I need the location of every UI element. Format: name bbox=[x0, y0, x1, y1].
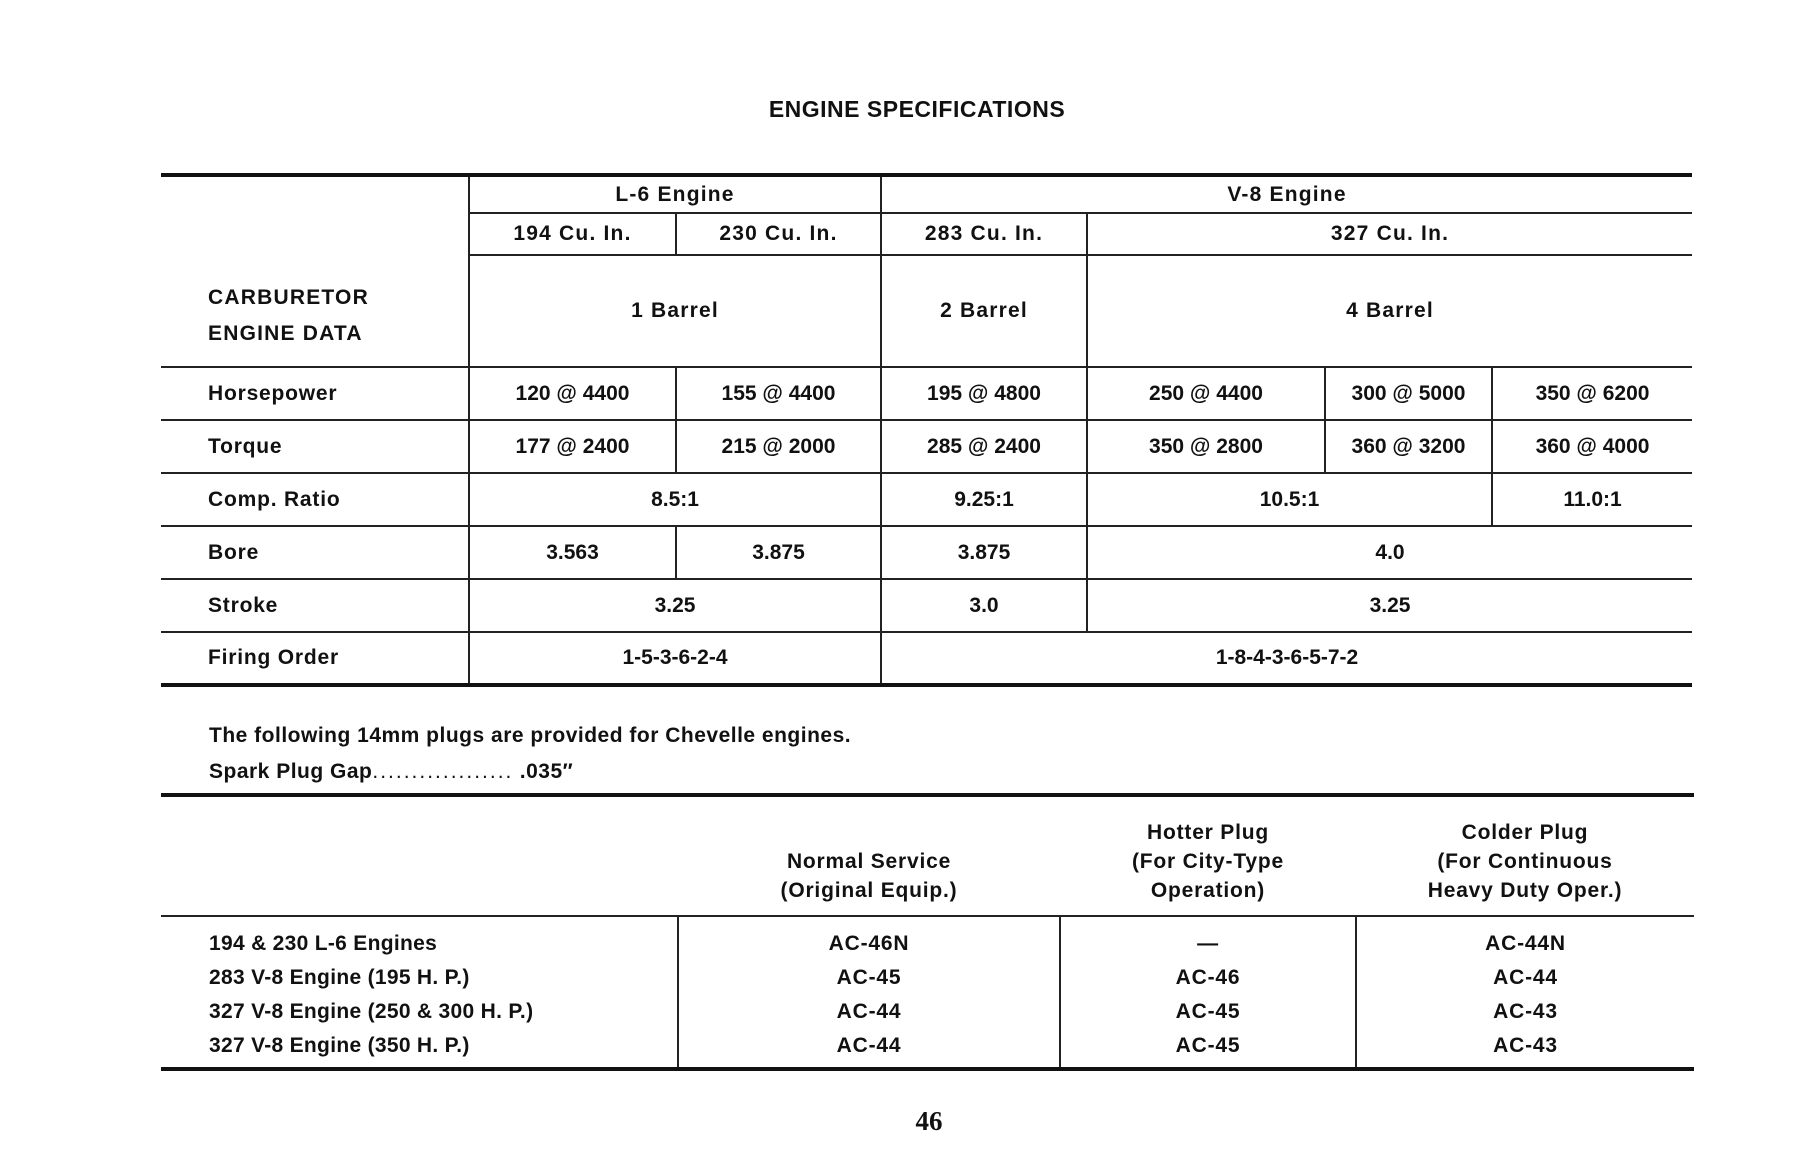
displacement-327: 327 Cu. In. bbox=[1087, 213, 1692, 255]
carb-2-barrel: 2 Barrel bbox=[881, 255, 1087, 367]
carb-4-barrel: 4 Barrel bbox=[1087, 255, 1692, 367]
header-line: Operation) bbox=[1150, 879, 1266, 902]
plug-value: AC-46 bbox=[1175, 966, 1241, 989]
engine-column bbox=[161, 916, 678, 1069]
plug-value: AC-44 bbox=[1493, 966, 1558, 989]
cell: 120 @ 4400 bbox=[469, 367, 676, 420]
plug-value: AC-46N bbox=[828, 932, 910, 955]
plug-value: — bbox=[1197, 932, 1219, 955]
row-label: Torque bbox=[161, 420, 469, 473]
cell: 350 @ 6200 bbox=[1492, 367, 1692, 420]
row-label: Firing Order bbox=[161, 632, 469, 685]
spark-plug-table bbox=[161, 793, 1694, 1071]
table-row bbox=[161, 473, 1692, 526]
cell: 4.0 bbox=[1087, 526, 1692, 579]
header-colder bbox=[1356, 795, 1694, 916]
header-normal bbox=[678, 795, 1060, 916]
cell: 8.5:1 bbox=[469, 473, 881, 526]
plug-value: AC-45 bbox=[1175, 1034, 1241, 1057]
row-label: Horsepower bbox=[161, 367, 469, 420]
gap-label: Spark Plug Gap bbox=[209, 760, 373, 783]
plug-value: AC-45 bbox=[1175, 1000, 1241, 1023]
engine-name: 327 V-8 Engine (350 H. P.) bbox=[209, 1034, 470, 1057]
carb-1-barrel: 1 Barrel bbox=[469, 255, 881, 367]
cell: 195 @ 4800 bbox=[881, 367, 1087, 420]
plug-note: The following 14mm plugs are provided for Chevelle engines. bbox=[209, 724, 852, 747]
header-line: (For City-Type bbox=[1132, 850, 1284, 873]
cell: 250 @ 4400 bbox=[1087, 367, 1325, 420]
row-label: Bore bbox=[161, 526, 469, 579]
header-line: Colder Plug bbox=[1461, 821, 1589, 844]
row-label: Comp. Ratio bbox=[161, 473, 469, 526]
cell: 3.25 bbox=[469, 579, 881, 632]
engine-specifications-table bbox=[161, 173, 1692, 687]
page-number: 46 bbox=[915, 1106, 943, 1136]
header-line: (Original Equip.) bbox=[780, 879, 958, 902]
row-header-line: ENGINE DATA bbox=[208, 322, 363, 345]
cell: 11.0:1 bbox=[1492, 473, 1692, 526]
cell: 10.5:1 bbox=[1087, 473, 1492, 526]
table-row bbox=[161, 632, 1692, 685]
displacement-283: 283 Cu. In. bbox=[881, 213, 1087, 255]
blank-header bbox=[161, 795, 678, 916]
header-line: Heavy Duty Oper.) bbox=[1427, 879, 1623, 902]
cell: 3.25 bbox=[1087, 579, 1692, 632]
row-header bbox=[161, 175, 469, 367]
colder-column bbox=[1356, 916, 1694, 1069]
cell: 1-5-3-6-2-4 bbox=[469, 632, 881, 685]
header-line: Normal Service bbox=[786, 850, 952, 873]
cell: 360 @ 3200 bbox=[1325, 420, 1492, 473]
cell: 1-8-4-3-6-5-7-2 bbox=[881, 632, 1692, 685]
header-line: Hotter Plug bbox=[1147, 821, 1269, 844]
header-hotter bbox=[1060, 795, 1356, 916]
cell: 300 @ 5000 bbox=[1325, 367, 1492, 420]
gap-leader: .................. bbox=[372, 760, 514, 783]
cell: 155 @ 4400 bbox=[676, 367, 881, 420]
table-row bbox=[161, 526, 1692, 579]
cell: 9.25:1 bbox=[881, 473, 1087, 526]
table-row bbox=[161, 367, 1692, 420]
plug-value: AC-44 bbox=[836, 1034, 902, 1057]
cell: 285 @ 2400 bbox=[881, 420, 1087, 473]
displacement-230: 230 Cu. In. bbox=[676, 213, 881, 255]
plug-value: AC-44 bbox=[836, 1000, 902, 1023]
plug-value: AC-43 bbox=[1493, 1000, 1558, 1023]
cell: 360 @ 4000 bbox=[1492, 420, 1692, 473]
table-row bbox=[161, 579, 1692, 632]
displacement-194: 194 Cu. In. bbox=[469, 213, 676, 255]
engine-name: 327 V-8 Engine (250 & 300 H. P.) bbox=[209, 1000, 534, 1023]
plug-value: AC-45 bbox=[836, 966, 902, 989]
cell: 3.0 bbox=[881, 579, 1087, 632]
header-line: (For Continuous bbox=[1437, 850, 1613, 873]
cell: 3.875 bbox=[676, 526, 881, 579]
normal-column bbox=[678, 916, 1060, 1069]
engine-name: 194 & 230 L-6 Engines bbox=[209, 932, 438, 955]
cell: 177 @ 2400 bbox=[469, 420, 676, 473]
hotter-column bbox=[1060, 916, 1356, 1069]
group-v8: V-8 Engine bbox=[881, 175, 1692, 213]
group-l6: L-6 Engine bbox=[469, 175, 881, 213]
cell: 215 @ 2000 bbox=[676, 420, 881, 473]
cell: 3.875 bbox=[881, 526, 1087, 579]
row-label: Stroke bbox=[161, 579, 469, 632]
gap-value: .035″ bbox=[519, 760, 574, 783]
page-title: ENGINE SPECIFICATIONS bbox=[768, 96, 1066, 122]
table-row bbox=[161, 420, 1692, 473]
engine-name: 283 V-8 Engine (195 H. P.) bbox=[209, 966, 470, 989]
cell: 350 @ 2800 bbox=[1087, 420, 1325, 473]
row-header-line: CARBURETOR bbox=[208, 286, 369, 309]
plug-value: AC-43 bbox=[1493, 1034, 1558, 1057]
spark-plug-gap bbox=[209, 760, 573, 784]
cell: 3.563 bbox=[469, 526, 676, 579]
plug-value: AC-44N bbox=[1485, 932, 1566, 955]
